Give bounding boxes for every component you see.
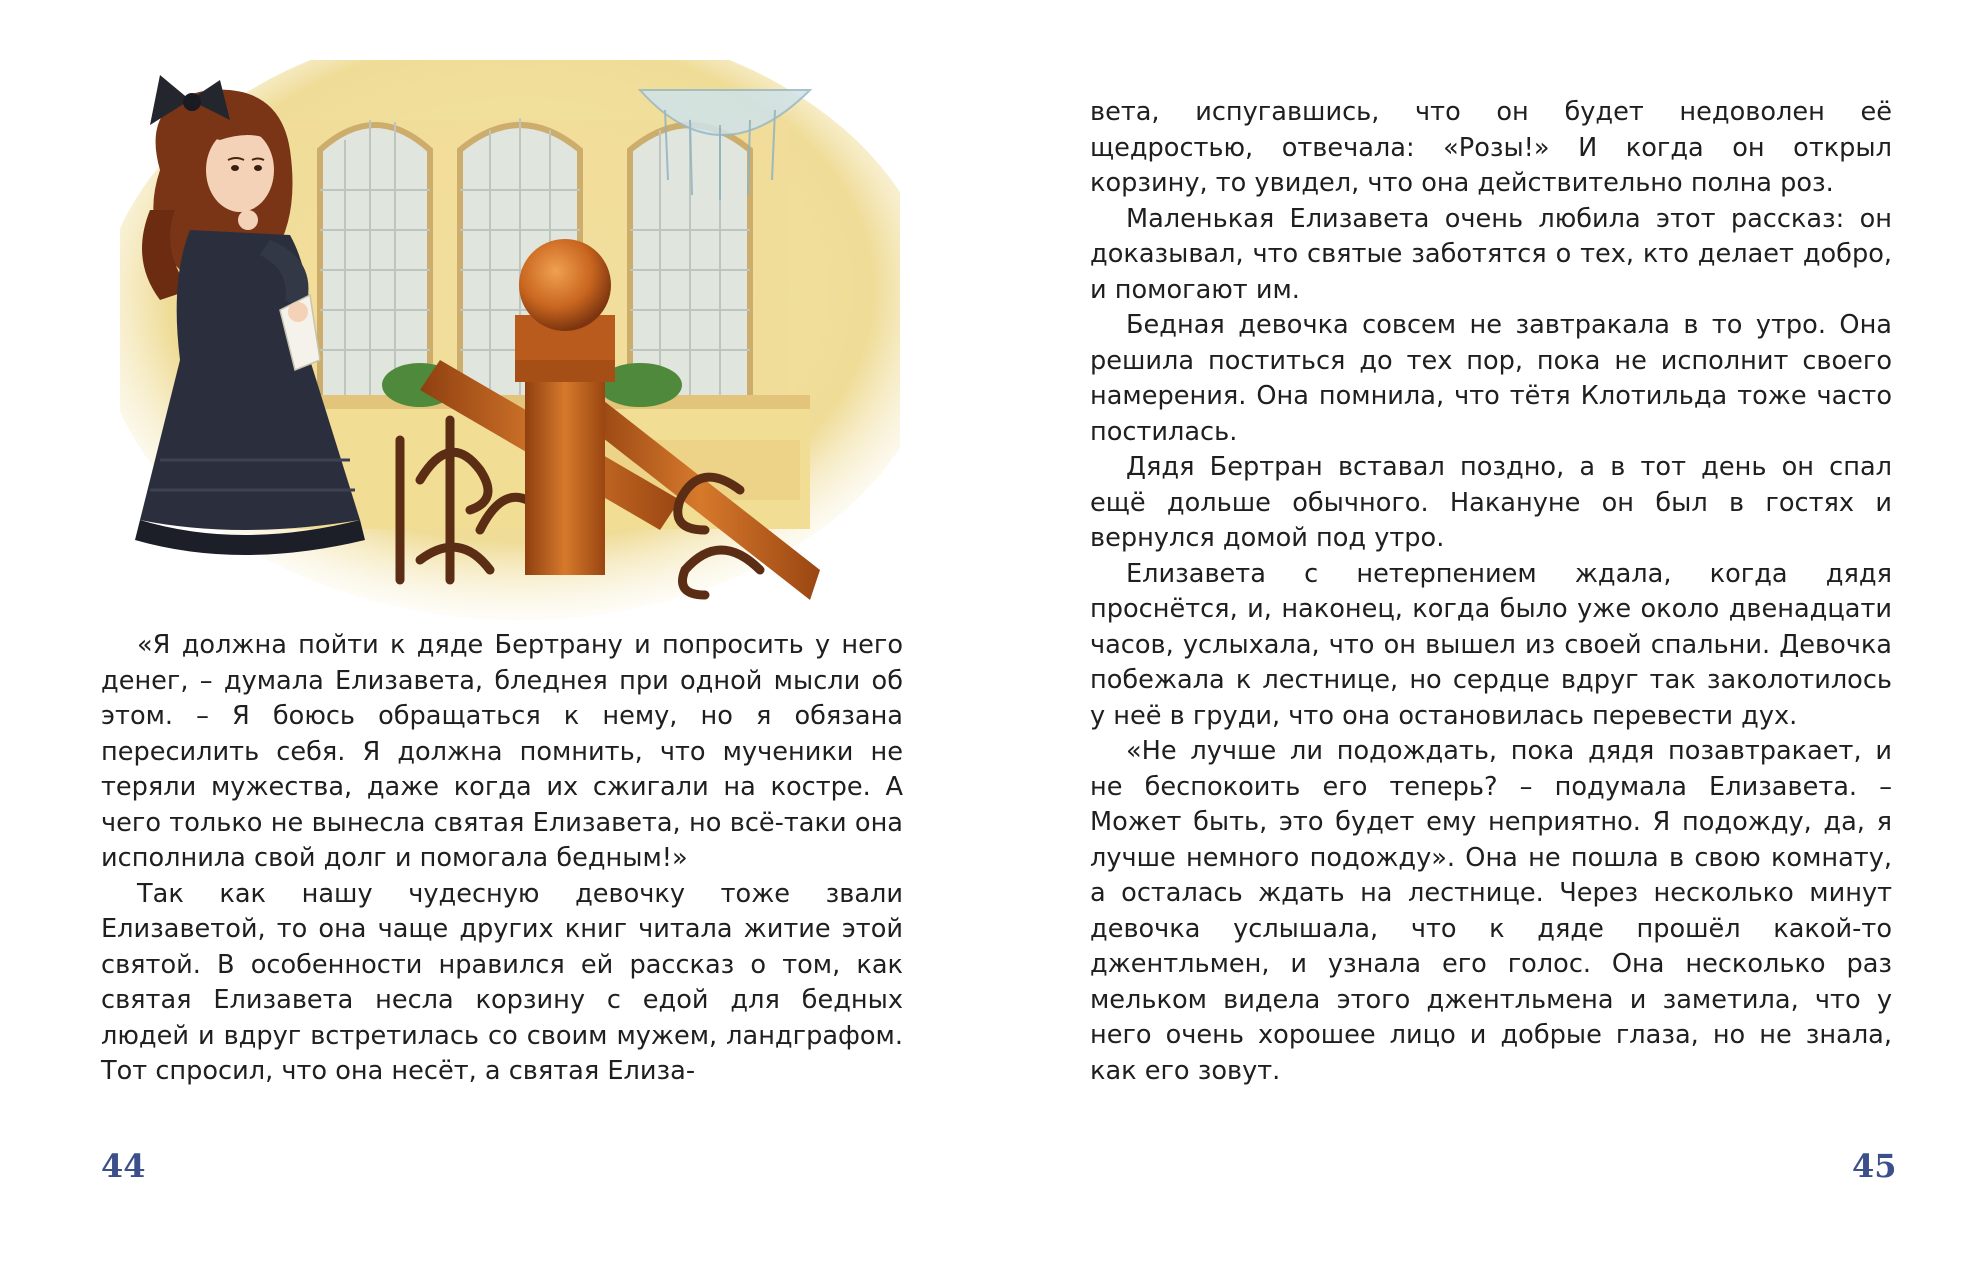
right-page <box>992 0 1985 1270</box>
paragraph: Бедная девочка совсем не завтракала в то утро. Она решила поститься до тех пор, пока не исполнит своего намерения. Она помнила, что тётя Клотильда тоже часто постилась. <box>1090 310 1892 447</box>
paragraph: Так как нашу чудесную девочку тоже звали Елизаветой, то она чаще других книг читала житие этой святой. В особенности нравился ей рассказ о том, как святая Елизавета несла корзину с едой для бедных людей и вдруг встретилась со своим мужем, ландграфом. Тот спросил, что она несёт, а святая Елиза- <box>101 878 903 1086</box>
paragraph: Елизавета с нетерпением ждала, когда дядя проснётся, и, наконец, когда было уже около двенадцати часов, услыхала, что он вышел из своей спальни. Девочка побежала к лестнице, но сердце вдруг так заколотилось у неё в груди, что она остановилась перевести дух. <box>1090 558 1892 731</box>
paragraph: «Не лучше ли подождать, пока дядя позавтракает, и не беспокоить его теперь? – подумала Елизавета. – Может быть, это будет ему неприятно. Я подожду, да, я лучше немного подожду». Она не пошла в свою комнату, а осталась ждать на лестнице. Через несколько минут девочка услышала, что к дяде прошёл какой-то джентльмен, и узнала его голос. Она несколько раз мельком видела этого джентльмена и заметила, что у него очень хорошее лицо и добрые глаза, но не знала, как его зовут. <box>1090 736 1892 1086</box>
window-left <box>320 120 430 400</box>
left-page-text <box>101 628 903 1090</box>
window-right <box>630 118 750 400</box>
page-number-left: 44 <box>101 1147 146 1185</box>
left-page <box>0 0 992 1270</box>
paragraph: Маленькая Елизавета очень любила этот рассказ: он доказывал, что святые заботятся о тех, кто делает добро, и помогают им. <box>1090 203 1892 305</box>
page-number-right: 45 <box>1852 1147 1897 1185</box>
paragraph: Дядя Бертран вставал поздно, а в тот день он спал ещё дольше обычного. Накануне он был в гостях и вернулся домой под утро. <box>1090 452 1892 553</box>
paragraph-continuation: вета, испугавшись, что он будет недоволен её щедростью, отвечала: «Розы!» И когда он открыл корзину, то увидел, что она действительно полна роз. <box>1090 97 1892 198</box>
right-page-text <box>1090 95 1892 1089</box>
paragraph: «Я должна пойти к дяде Бертрану и попросить у него денег, – думала Елизавета, бледнея при одной мысли об этом. – Я боюсь обращаться к нему, но я обязана пересилить себя. Я должна помнить, что мученики не теряли мужества, даже когда их сжигали на костре. А чего только не вынесла святая Елизавета, но всё-таки она исполнила свой долг и помогала бедным!» <box>101 630 903 873</box>
illustration-girl-on-staircase <box>120 60 900 620</box>
